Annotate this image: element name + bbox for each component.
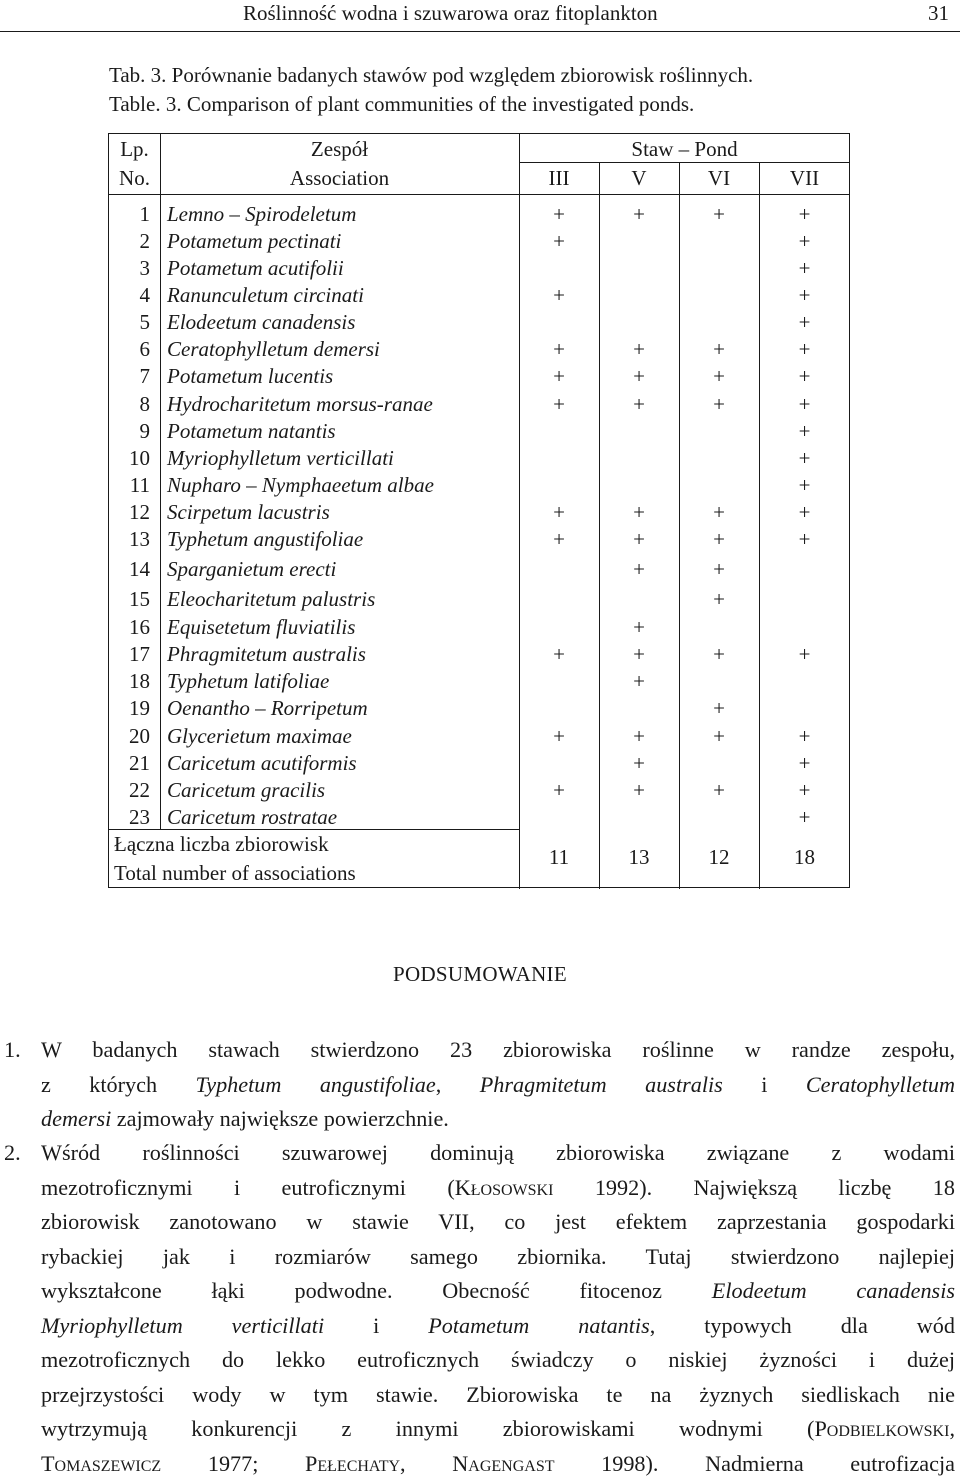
presence-mark-pond-vi: +: [713, 527, 725, 551]
presence-mark-pond-iii: +: [553, 527, 565, 551]
association-name: Potametum natantis: [167, 419, 336, 443]
row-number: 9: [139, 419, 150, 443]
header-subrule: [519, 162, 850, 163]
presence-mark-pond-vii: +: [798, 283, 811, 307]
presence-mark-pond-iii: +: [553, 337, 565, 361]
presence-mark-pond-vi: +: [713, 392, 725, 416]
text-line: przejrzystości wody w tym stawie. Zbiorowiska te na żyznych siedliskach nie: [41, 1381, 955, 1407]
presence-mark-pond-vi: +: [713, 587, 725, 611]
header-staw-pond: Staw – Pond: [631, 137, 738, 161]
presence-mark-pond-vii: +: [798, 527, 811, 551]
column-divider-no: [160, 134, 161, 829]
presence-mark-pond-v: +: [633, 615, 645, 639]
presence-mark-pond-v: +: [633, 642, 645, 666]
presence-mark-pond-v: +: [633, 364, 645, 388]
header-zespol: Zespół: [310, 137, 369, 161]
text-line: Myriophylletum verticillati i Potametum natantis, typowych dla wód: [41, 1312, 955, 1338]
row-number: 16: [129, 615, 150, 639]
total-pond-vi: 12: [708, 845, 730, 869]
row-number: 4: [139, 283, 150, 307]
presence-mark-pond-vii: +: [798, 778, 811, 802]
total-pond-iii: 11: [548, 845, 570, 869]
association-name: Potametum acutifolii: [167, 256, 344, 280]
presence-mark-pond-iii: +: [553, 229, 565, 253]
text-line: zbiorowisk zanotowano w stawie VII, co jest efektem zaprzestania gospodarki: [41, 1209, 955, 1234]
presence-mark-pond-vii: +: [798, 805, 811, 829]
presence-mark-pond-vii: +: [798, 724, 811, 748]
row-number: 8: [139, 392, 150, 416]
text-line: W badanych stawach stwierdzono 23 zbiorowiska roślinne w randze zespołu,: [41, 1037, 955, 1062]
presence-mark-pond-vii: +: [798, 473, 811, 497]
header-pond-vii: VII: [789, 166, 820, 190]
table-caption-pl: Tab. 3. Porównanie badanych stawów pod względem zbiorowisk roślinnych.: [109, 63, 754, 87]
association-name: Eleocharitetum palustris: [167, 587, 376, 611]
header-rule-bottom: [109, 194, 850, 195]
text-line: wykształcone łąki podwodne. Obecność fitocenoz Elodeetum canadensis: [41, 1278, 955, 1303]
presence-mark-pond-vi: +: [713, 557, 725, 581]
association-name: Lemno – Spirodeletum: [167, 202, 357, 226]
association-name: Oenantho – Rorripetum: [167, 696, 368, 720]
association-name: Potametum pectinati: [167, 229, 342, 253]
page-number: 31: [928, 1, 949, 25]
presence-mark-pond-v: +: [633, 500, 645, 524]
presence-mark-pond-vi: +: [713, 778, 725, 802]
association-name: Glycerietum maximae: [167, 724, 352, 748]
row-number: 1: [139, 202, 150, 226]
row-number: 12: [129, 500, 150, 524]
row-number: 7: [139, 364, 150, 388]
presence-mark-pond-vii: +: [798, 364, 811, 388]
presence-mark-pond-v: +: [633, 527, 645, 551]
presence-mark-pond-vi: +: [713, 696, 725, 720]
association-name: Caricetum acutiformis: [167, 751, 357, 775]
presence-mark-pond-iii: +: [553, 500, 565, 524]
row-number: 20: [129, 724, 150, 748]
association-name: Myriophylletum verticillati: [167, 446, 394, 470]
association-name: Ranunculetum circinati: [167, 283, 364, 307]
presence-mark-pond-iii: +: [553, 364, 565, 388]
row-number: 18: [129, 669, 150, 693]
association-name: Equisetetum fluviatilis: [167, 615, 356, 639]
presence-mark-pond-vi: +: [713, 337, 725, 361]
row-number: 6: [139, 337, 150, 361]
presence-mark-pond-vii: +: [798, 500, 811, 524]
presence-mark-pond-iii: +: [553, 778, 565, 802]
association-name: Typhetum angustifoliae: [167, 527, 364, 551]
row-number: 3: [139, 256, 150, 280]
header-rule: [0, 31, 960, 32]
presence-mark-pond-v: +: [633, 778, 645, 802]
text-line: demersi zajmowały największe powierzchnie.: [41, 1106, 449, 1131]
header-lp: Lp.: [120, 137, 149, 161]
total-pond-vii: 18: [794, 845, 815, 869]
header-pond-vi: VI: [707, 166, 731, 190]
presence-mark-pond-vii: +: [798, 310, 811, 334]
presence-mark-pond-v: +: [633, 557, 645, 581]
text-line: Wśród roślinności szuwarowej dominują zbiorowiska związane z wodami: [41, 1140, 955, 1165]
presence-mark-pond-vi: +: [713, 202, 725, 226]
header-association: Association: [289, 166, 390, 190]
association-name: Ceratophylletum demersi: [167, 337, 380, 361]
presence-mark-pond-vii: +: [798, 229, 811, 253]
row-number: 22: [129, 778, 150, 802]
summary-point-2: [4, 1136, 956, 1481]
presence-mark-pond-vii: +: [798, 446, 811, 470]
row-number: 15: [129, 587, 150, 611]
text-line: rybackiej jak i rozmiarów samego zbiornika. Tutaj stwierdzono najlepiej: [41, 1243, 955, 1269]
header-pond-v: V: [631, 166, 647, 190]
association-name: Nupharo – Nymphaeetum albae: [167, 473, 434, 497]
presence-mark-pond-vii: +: [798, 642, 811, 666]
section-heading-summary: PODSUMOWANIE: [393, 962, 567, 986]
running-title: Roślinność wodna i szuwarowa oraz fitoplankton: [243, 1, 658, 25]
point-number: 2.: [4, 1140, 21, 1165]
text-line: mezotroficznymi i eutroficznymi (Kłosowski 1992). Największą liczbę 18: [41, 1174, 955, 1200]
presence-mark-pond-vii: +: [798, 751, 811, 775]
row-number: 5: [139, 310, 150, 334]
text-line: mezotroficznych do lekko eutroficznych świadczy o niskiej żyzności i dużej: [41, 1347, 955, 1372]
text-line: z których Typhetum angustifoliae, Phragmitetum australis i Ceratophylletum: [41, 1071, 955, 1097]
presence-mark-pond-vii: +: [798, 256, 811, 280]
presence-mark-pond-vi: +: [713, 500, 725, 524]
row-number: 2: [139, 229, 150, 253]
presence-mark-pond-iii: +: [553, 642, 565, 666]
association-name: Caricetum gracilis: [167, 778, 326, 802]
total-pond-v: 13: [628, 845, 650, 869]
header-no: No.: [119, 166, 150, 190]
association-name: Phragmitetum australis: [167, 642, 366, 666]
associations-table: [108, 133, 850, 888]
presence-mark-pond-v: +: [633, 202, 645, 226]
presence-mark-pond-iii: +: [553, 202, 565, 226]
row-number: 21: [129, 751, 150, 775]
presence-mark-pond-iii: +: [553, 283, 565, 307]
presence-mark-pond-vii: +: [798, 419, 811, 443]
running-header: [0, 0, 960, 30]
presence-mark-pond-iii: +: [553, 392, 565, 416]
row-number: 14: [129, 557, 150, 581]
presence-mark-pond-v: +: [633, 751, 645, 775]
total-label-pl: Łączna liczba zbiorowisk: [114, 832, 329, 856]
association-name: Potametum lucentis: [167, 364, 334, 388]
total-label-en: Total number of associations: [114, 861, 356, 885]
text-line: wytrzymują konkurencji z innymi zbiorowiskami wodnymi (Podbielkowski,: [41, 1416, 955, 1441]
row-number: 23: [129, 805, 150, 829]
point-number: 1.: [4, 1037, 21, 1062]
presence-mark-pond-vi: +: [713, 364, 725, 388]
presence-mark-pond-v: +: [633, 724, 645, 748]
header-pond-iii: III: [548, 166, 570, 190]
presence-mark-pond-v: +: [633, 669, 645, 693]
row-number: 11: [129, 473, 150, 497]
row-number: 13: [129, 527, 150, 551]
row-number: 10: [129, 446, 150, 470]
table-caption-en: Table. 3. Comparison of plant communities of the investigated ponds.: [109, 92, 695, 116]
association-name: Scirpetum lacustris: [167, 500, 330, 524]
text-line: Tomaszewicz 1977; Pełechaty, Nagengast 1998). Nadmierna eutrofizacja: [41, 1450, 956, 1476]
presence-mark-pond-vi: +: [713, 642, 725, 666]
association-name: Sparganietum erecti: [167, 557, 337, 581]
association-name: Elodeetum canadensis: [167, 310, 356, 334]
presence-mark-pond-v: +: [633, 337, 645, 361]
presence-mark-pond-vii: +: [798, 337, 811, 361]
row-number: 17: [129, 642, 150, 666]
presence-mark-pond-v: +: [633, 392, 645, 416]
presence-mark-pond-vii: +: [798, 202, 811, 226]
association-name: Caricetum rostratae: [167, 805, 338, 829]
association-name: Typhetum latifoliae: [167, 669, 330, 693]
row-number: 19: [129, 696, 150, 720]
presence-mark-pond-vii: +: [798, 392, 811, 416]
summary-point-1: [4, 1033, 955, 1137]
presence-mark-pond-vi: +: [713, 724, 725, 748]
presence-mark-pond-iii: +: [553, 724, 565, 748]
association-name: Hydrocharitetum morsus-ranae: [167, 392, 433, 416]
